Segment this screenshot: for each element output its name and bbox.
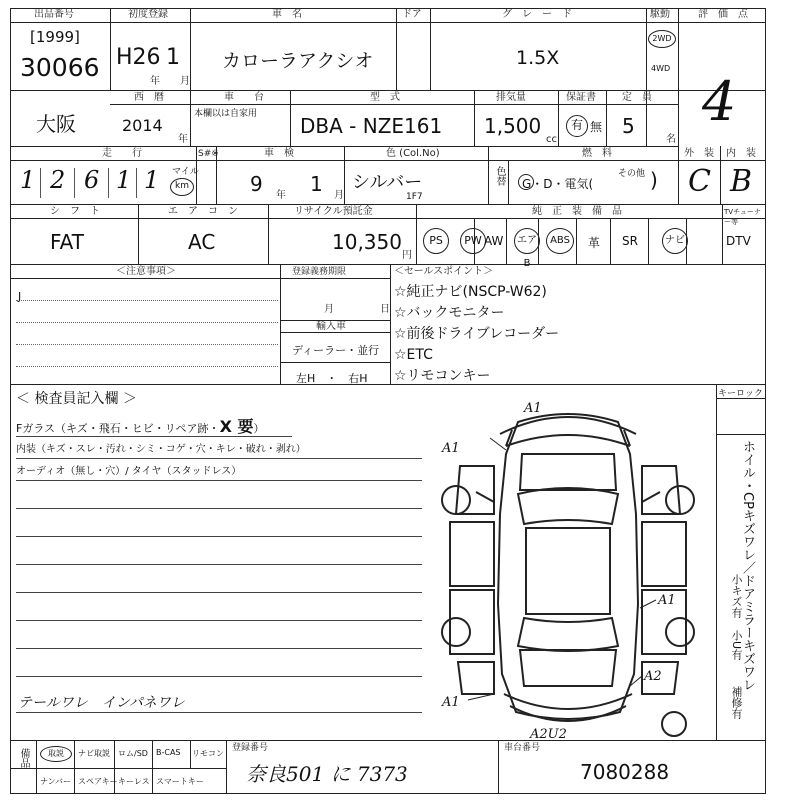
equipment-sunroof: SR [622, 234, 638, 248]
shift-label: シ フ ト [50, 206, 100, 217]
side-note-repaired: 補修有 [730, 686, 743, 719]
import-type: ディーラー・並行 [292, 344, 380, 357]
reg-expiry-label: 登録義務期限 [292, 267, 347, 277]
equipment-dtv: DTV [726, 234, 751, 248]
drive-2wd-circled: 2WD [648, 30, 676, 48]
accessory-spare-key: スペアキー [78, 777, 118, 786]
damage-mark: A1 [442, 441, 460, 456]
accessories-label: 備品 [18, 748, 29, 768]
mileage-digit: 1 [116, 166, 132, 194]
accessory-keyless: キーレス [118, 777, 150, 786]
inspection-title: ＜ 検査員記入欄 ＞ [16, 391, 137, 407]
glass-mark: X 要 [219, 417, 254, 436]
lot-number: 30066 [20, 53, 100, 82]
accessory-remote: リモコン [192, 749, 224, 758]
lot-number-label: 出品番号 [34, 9, 74, 20]
inspection-label: 車 検 [264, 148, 294, 159]
damage-mark: A1 [524, 401, 542, 416]
fuel-label: 燃 料 [582, 148, 612, 159]
interior-label: 内 装 [726, 148, 756, 159]
grade-label: グ レ ー ド [502, 9, 572, 20]
equipment-pw-circled: PW [460, 228, 486, 254]
interior-grade: B [730, 164, 753, 199]
auction-sheet [10, 8, 766, 794]
keylock-label: キーロック [718, 389, 763, 399]
accessory-manual-circled: 取説 [40, 746, 72, 762]
sales-point: ☆リモコンキー [394, 368, 491, 384]
mile-label: マイル [172, 167, 199, 177]
mileage-digit: 6 [84, 166, 100, 194]
steering: 左H ・ 右H [296, 372, 368, 385]
damage-mark: A2 [644, 669, 662, 684]
color-label: 色 (Col.No) [386, 148, 440, 159]
location: 大阪 [36, 112, 76, 136]
fuel-close: ) [650, 168, 658, 192]
chassis-label: 車 台 [224, 92, 264, 103]
sales-point: ☆純正ナビ(NSCP-W62) [394, 284, 547, 300]
recycle: 10,350 [332, 230, 402, 254]
fuel-other: その他 [618, 169, 646, 179]
side-note-small-scratch: 小キズ有 [730, 574, 743, 618]
sales-point: ☆バックモニター [394, 305, 505, 321]
score: 4 [702, 70, 737, 133]
reg-number: 奈良501 に 7373 [246, 762, 408, 786]
color: シルバー [352, 172, 423, 193]
exterior-grade: C [688, 164, 711, 199]
inspection-interior-line: 内装（キズ・スレ・汚れ・シミ・コゲ・穴・キレ・破れ・剥れ） [16, 444, 306, 455]
sales-point: ☆前後ドライブレコーダー [394, 326, 560, 342]
equipment-abs-circled: ABS [546, 228, 574, 254]
inspection-glass-line [16, 414, 264, 437]
door-label: ドア [402, 9, 422, 20]
first-reg-year-unit: 年 [150, 76, 160, 87]
fuel-options: G・D・電気( [522, 177, 594, 191]
western-year: 2014 [122, 116, 163, 135]
sales-point: ☆ETC [394, 347, 433, 363]
car-name-label: 車 名 [272, 9, 302, 20]
mileage-digit: 2 [50, 166, 66, 194]
car-name: カローラアクシオ [222, 50, 374, 72]
accessory-bcas: B-CAS [156, 748, 181, 757]
accessory-navi-manual: ナビ取説 [78, 749, 110, 758]
mileage-digit: 1 [144, 166, 160, 194]
capacity-unit: 名 [666, 134, 676, 145]
reg-number-label: 登録番号 [232, 743, 269, 753]
km-unit-circled: km [170, 178, 194, 196]
western-year-unit: 年 [178, 134, 188, 145]
side-note-small-dent: 小U有 [730, 630, 743, 661]
lot-year: [1999] [30, 28, 80, 46]
sales-points-label: ＜セールスポイント＞ [394, 266, 494, 277]
damage-mark: A1 [442, 695, 460, 710]
displacement: 1,500 [484, 114, 542, 138]
warranty-label: 保証書 [566, 92, 596, 103]
mileage-label: 走 行 [102, 148, 142, 159]
color-code: 1F7 [406, 192, 423, 202]
warranty-yes-circled: 有 [566, 115, 588, 137]
tv-tuner-label: TVチューナー等 [724, 208, 761, 226]
inspection-year: 9 [250, 172, 263, 196]
note-mark: J [18, 290, 22, 303]
reg-expiry-month-unit: 月 [324, 304, 334, 315]
model: DBA - NZE161 [300, 114, 443, 138]
accessory-rom-sd: ロム/SD [118, 749, 148, 758]
aircon: AC [188, 230, 216, 254]
capacity: 5 [622, 114, 635, 138]
drive-4wd: 4WD [651, 64, 671, 73]
glass-close: ） [253, 422, 265, 435]
accessory-plate: ナンバー [40, 777, 72, 786]
mileage-digit: 1 [20, 166, 36, 194]
capacity-label: 定 員 [622, 92, 652, 103]
equipment-leather: 革 [588, 236, 601, 250]
reg-expiry-day-unit: 日 [380, 304, 390, 315]
frame-number: 7080288 [580, 760, 670, 784]
exterior-label: 外 装 [684, 148, 714, 159]
aircon-label: エ ア コ ン [168, 206, 238, 217]
western-year-label: 西 暦 [134, 92, 164, 103]
sales-points-list [394, 282, 559, 387]
recycle-label: リサイクル預託金 [294, 206, 373, 217]
inspection-year-unit: 年 [276, 190, 286, 201]
first-reg-era: H26 [116, 45, 161, 70]
equipment-ps-circled: PS [423, 228, 449, 254]
equipment-navi-circled: ナビ [662, 228, 688, 254]
first-reg-label: 初度登録 [128, 9, 168, 20]
yen-unit: 円 [402, 250, 412, 261]
first-reg-month: 1 [166, 45, 180, 70]
inspection-handwritten-note: テールワレ インパネワレ [18, 695, 185, 711]
frame-number-label: 車台番号 [504, 743, 541, 753]
chassis-note: 本欄以は自家用 [194, 109, 258, 119]
grade: 1.5X [516, 47, 560, 69]
inspection-audio-line: オーディオ（無し・穴）/ タイヤ（スタッドレス） [16, 466, 242, 477]
glass-text: Fガラス（キズ・飛石・ヒビ・リペア跡・ [16, 422, 220, 435]
model-label: 型 式 [370, 92, 400, 103]
drive-label: 駆動 [650, 9, 670, 20]
inspection-month-unit: 月 [334, 190, 344, 201]
score-label: 評 価 点 [698, 9, 748, 20]
mileage-flag: S#※ [198, 149, 219, 159]
warranty-no: 無 [590, 120, 603, 134]
car-damage-diagram [420, 394, 716, 740]
damage-mark: A1 [658, 593, 676, 608]
cc-unit: cc [546, 134, 557, 145]
side-note-wheels: ホイル・CPキズワレ／ドアミラーキズワレ [740, 440, 755, 691]
equipment-aw: AW [484, 234, 504, 248]
equipment-label: 純 正 装 備 品 [532, 206, 622, 217]
displacement-label: 排気量 [496, 92, 526, 103]
damage-mark: A2U2 [530, 727, 567, 740]
equipment-airbag-circled: エアB [514, 228, 540, 254]
notes-label: ＜注意事項＞ [116, 266, 176, 277]
shift: FAT [50, 230, 85, 254]
color-change-label: 色替 [494, 166, 505, 186]
accessory-smart-key: スマートキー [156, 777, 204, 786]
import-label: 輸入車 [316, 321, 346, 332]
inspection-month: 1 [310, 172, 323, 196]
first-reg-month-unit: 月 [180, 76, 190, 87]
